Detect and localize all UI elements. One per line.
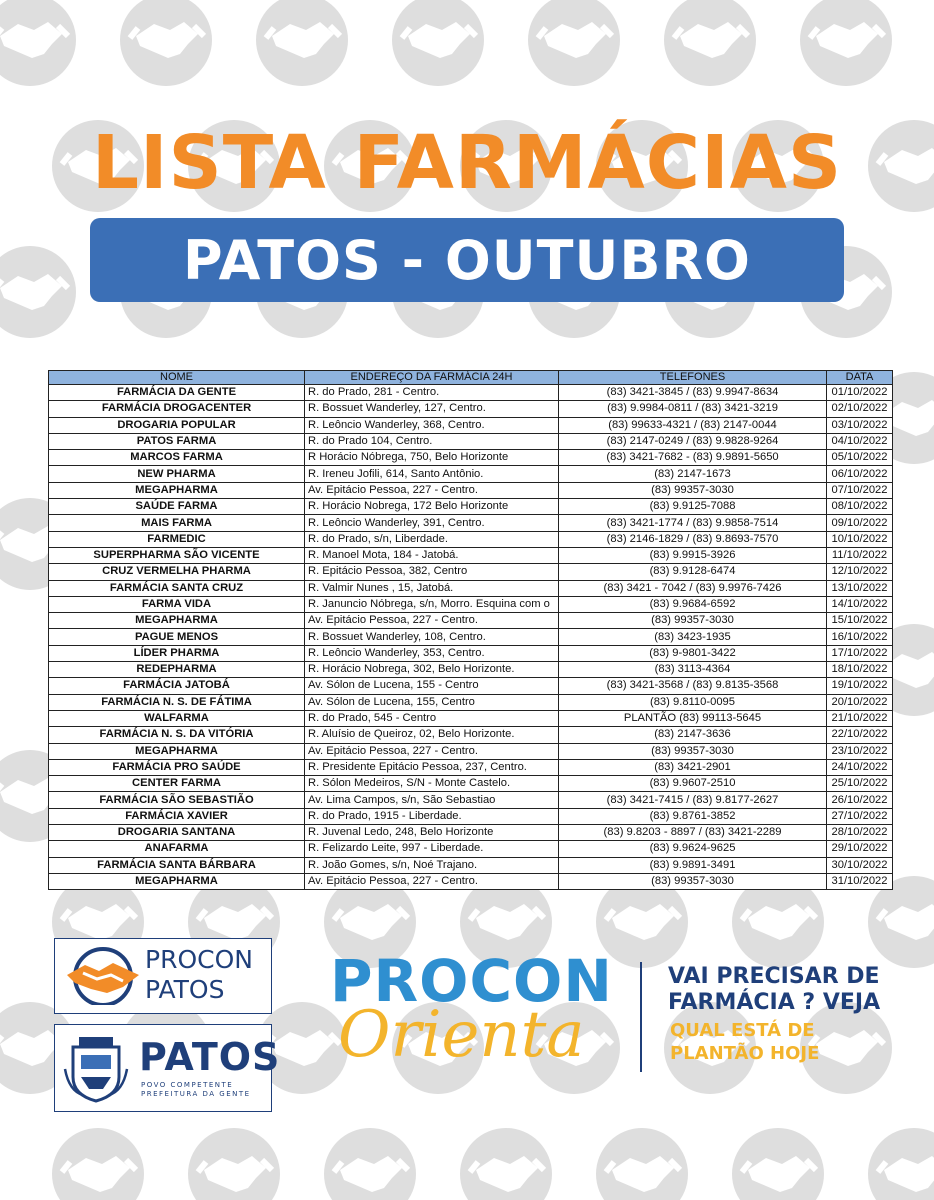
cell-data: 21/10/2022 [827,710,893,726]
table-row [49,873,893,889]
cell-telefones: (83) 2146-1829 / (83) 9.8693-7570 [559,531,827,547]
table-row [49,841,893,857]
patos-tagline [141,1081,267,1099]
handshake-icon [256,0,348,86]
cell-endereco: Av. Epitácio Pessoa, 227 - Centro. [305,482,559,498]
cell-data: 20/10/2022 [827,694,893,710]
cell-endereco: R Horácio Nóbrega, 750, Belo Horizonte [305,450,559,466]
cell-nome: FARMÁCIA DROGACENTER [49,401,305,417]
cell-endereco: Av. Epitácio Pessoa, 227 - Centro. [305,613,559,629]
cell-telefones: (83) 2147-0249 / (83) 9.9828-9264 [559,433,827,449]
table-row [49,564,893,580]
cell-nome: LÍDER PHARMA [49,645,305,661]
cell-nome: FARMÁCIA SANTA BÁRBARA [49,857,305,873]
cell-data: 24/10/2022 [827,759,893,775]
cell-nome: SUPERPHARMA SÃO VICENTE [49,547,305,563]
table-row [49,613,893,629]
cell-endereco: Av. Lima Campos, s/n, São Sebastiao [305,792,559,808]
cell-data: 10/10/2022 [827,531,893,547]
cell-data: 28/10/2022 [827,825,893,841]
table-row [49,547,893,563]
cell-endereco: R. Aluísio de Queiroz, 02, Belo Horizonte. [305,727,559,743]
cell-telefones: (83) 9.9607-2510 [559,776,827,792]
cell-telefones: (83) 3113-4364 [559,662,827,678]
cell-telefones: (83) 3421-7682 - (83) 9.9891-5650 [559,450,827,466]
cell-endereco: R. do Prado, 281 - Centro. [305,385,559,401]
table-row [49,385,893,401]
cell-endereco: R. Valmir Nunes , 15, Jatobá. [305,580,559,596]
cell-nome: FARMÁCIA JATOBÁ [49,678,305,694]
cell-telefones: (83) 99633-4321 / (83) 2147-0044 [559,417,827,433]
table-row [49,629,893,645]
cell-endereco: Av. Epitácio Pessoa, 227 - Centro. [305,873,559,889]
cell-data: 04/10/2022 [827,433,893,449]
procon-patos-text [145,945,253,1005]
cell-data: 06/10/2022 [827,466,893,482]
table-row [49,433,893,449]
cell-nome: DROGARIA POPULAR [49,417,305,433]
cell-data: 08/10/2022 [827,499,893,515]
cell-telefones: (83) 99357-3030 [559,743,827,759]
cell-telefones: (83) 9.9915-3926 [559,547,827,563]
cell-endereco: R. do Prado, 1915 - Liberdade. [305,808,559,824]
handshake-icon [0,246,76,338]
cell-data: 27/10/2022 [827,808,893,824]
cell-telefones: (83) 9.8203 - 8897 / (83) 3421-2289 [559,825,827,841]
cell-nome: MEGAPHARMA [49,613,305,629]
cell-data: 26/10/2022 [827,792,893,808]
cell-telefones: (83) 3421-3845 / (83) 9.9947-8634 [559,385,827,401]
procon-patos-line1: PROCON [145,945,253,974]
cell-nome: FARMÁCIA DA GENTE [49,385,305,401]
table-row [49,596,893,612]
cell-telefones: (83) 2147-1673 [559,466,827,482]
pharmacy-table [48,370,893,890]
cell-nome: MEGAPHARMA [49,482,305,498]
cell-endereco: R. Horácio Nobrega, 302, Belo Horizonte. [305,662,559,678]
cell-telefones: (83) 9.9128-6474 [559,564,827,580]
handshake-icon [528,0,620,86]
table-row [49,401,893,417]
cell-nome: FARMEDIC [49,531,305,547]
cell-nome: CENTER FARMA [49,776,305,792]
table-row [49,531,893,547]
cell-nome: MARCOS FARMA [49,450,305,466]
cell-data: 02/10/2022 [827,401,893,417]
table-row [49,482,893,498]
cell-endereco: R. Juvenal Ledo, 248, Belo Horizonte [305,825,559,841]
header-nome: NOME [49,371,305,385]
cell-nome: FARMA VIDA [49,596,305,612]
cell-nome: FARMÁCIA XAVIER [49,808,305,824]
table-row [49,710,893,726]
page-title: LISTA FARMÁCIAS [91,120,843,206]
cell-data: 29/10/2022 [827,841,893,857]
table-header-row [49,371,893,385]
cell-data: 25/10/2022 [827,776,893,792]
cell-endereco: Av. Sólon de Lucena, 155, Centro [305,694,559,710]
handshake-icon [800,0,892,86]
cell-nome: FARMÁCIA SÃO SEBASTIÃO [49,792,305,808]
patos-tagline-1: POVO COMPETENTE [141,1081,234,1089]
cell-telefones: (83) 9.9624-9625 [559,841,827,857]
cell-endereco: R. Bossuet Wanderley, 127, Centro. [305,401,559,417]
cell-endereco: R. Leôncio Wanderley, 391, Centro. [305,515,559,531]
procon-patos-logo [54,938,272,1014]
cell-telefones: (83) 3421-7415 / (83) 9.8177-2627 [559,792,827,808]
cell-data: 16/10/2022 [827,629,893,645]
handshake-icon [460,1128,552,1200]
cell-telefones: (83) 99357-3030 [559,482,827,498]
cell-endereco: R. Epitácio Pessoa, 382, Centro [305,564,559,580]
cell-endereco: R. Manoel Mota, 184 - Jatobá. [305,547,559,563]
cell-nome: PAGUE MENOS [49,629,305,645]
table-row [49,825,893,841]
procon-orienta-title: PROCON [330,947,613,1015]
table-row [49,776,893,792]
table-row [49,743,893,759]
cell-data: 15/10/2022 [827,613,893,629]
handshake-icon [596,1128,688,1200]
cell-endereco: R. do Prado 104, Centro. [305,433,559,449]
handshake-icon [392,0,484,86]
table-row [49,857,893,873]
table-row [49,727,893,743]
cell-data: 11/10/2022 [827,547,893,563]
cell-endereco: R. Leôncio Wanderley, 368, Centro. [305,417,559,433]
cta-line-2: FARMÁCIA ? VEJA [668,990,881,1015]
table-row [49,417,893,433]
cell-telefones: (83) 9.9984-0811 / (83) 3421-3219 [559,401,827,417]
pharmacy-table-container [48,370,892,890]
handshake-icon [120,0,212,86]
table-row [49,662,893,678]
cell-data: 09/10/2022 [827,515,893,531]
cell-nome: WALFARMA [49,710,305,726]
cell-telefones: (83) 9.9684-6592 [559,596,827,612]
cell-telefones: PLANTÃO (83) 99113-5645 [559,710,827,726]
cell-endereco: R. do Prado, s/n, Liberdade. [305,531,559,547]
table-row [49,694,893,710]
cell-endereco: Av. Epitácio Pessoa, 227 - Centro. [305,743,559,759]
table-row [49,759,893,775]
cta-line-3: QUAL ESTÁ DE [670,1020,815,1041]
cell-endereco: Av. Sólon de Lucena, 155 - Centro [305,678,559,694]
cell-telefones: (83) 99357-3030 [559,873,827,889]
cell-telefones: (83) 9.9125-7088 [559,499,827,515]
city-emblem-icon [63,1033,129,1103]
cell-nome: FARMÁCIA SANTA CRUZ [49,580,305,596]
table-row [49,808,893,824]
table-row [49,515,893,531]
cell-endereco: R. Horácio Nobrega, 172 Belo Horizonte [305,499,559,515]
table-row [49,645,893,661]
cell-telefones: (83) 3423-1935 [559,629,827,645]
table-row [49,450,893,466]
cell-endereco: R. Januncio Nóbrega, s/n, Morro. Esquina com o [305,596,559,612]
handshake-icon [324,1128,416,1200]
cell-data: 19/10/2022 [827,678,893,694]
cell-data: 12/10/2022 [827,564,893,580]
handshake-icon [0,0,76,86]
cell-endereco: R. Sólon Medeiros, S/N - Monte Castelo. [305,776,559,792]
cell-nome: CRUZ VERMELHA PHARMA [49,564,305,580]
patos-tagline-2: PREFEITURA DA GENTE [141,1090,251,1098]
cell-endereco: R. João Gomes, s/n, Noé Trajano. [305,857,559,873]
cell-telefones: (83) 2147-3636 [559,727,827,743]
table-row [49,499,893,515]
cell-data: 31/10/2022 [827,873,893,889]
header-endereco: ENDEREÇO DA FARMÁCIA 24H [305,371,559,385]
patos-wordmark: PATOS [139,1035,281,1079]
cell-telefones: (83) 3421-2901 [559,759,827,775]
handshake-icon [732,1128,824,1200]
cell-telefones: (83) 99357-3030 [559,613,827,629]
handshake-icon [664,0,756,86]
cell-telefones: (83) 9-9801-3422 [559,645,827,661]
cell-endereco: R. do Prado, 545 - Centro [305,710,559,726]
cell-nome: ANAFARMA [49,841,305,857]
cta-line-4: PLANTÃO HOJE [670,1043,820,1064]
handshake-icon [188,1128,280,1200]
cell-nome: MEGAPHARMA [49,743,305,759]
table-row [49,580,893,596]
cell-nome: NEW PHARMA [49,466,305,482]
cell-endereco: R. Presidente Epitácio Pessoa, 237, Centro. [305,759,559,775]
cell-telefones: (83) 9.8110-0095 [559,694,827,710]
cell-nome: FARMÁCIA PRO SAÚDE [49,759,305,775]
cell-data: 17/10/2022 [827,645,893,661]
cell-data: 14/10/2022 [827,596,893,612]
vertical-divider [640,962,642,1072]
cell-endereco: R. Ireneu Jofili, 614, Santo Antônio. [305,466,559,482]
cell-nome: REDEPHARMA [49,662,305,678]
cell-nome: DROGARIA SANTANA [49,825,305,841]
cell-telefones: (83) 3421 - 7042 / (83) 9.9976-7426 [559,580,827,596]
header-data: DATA [827,371,893,385]
cell-telefones: (83) 9.8761-3852 [559,808,827,824]
procon-patos-line2: PATOS [145,975,225,1004]
cell-telefones: (83) 3421-1774 / (83) 9.9858-7514 [559,515,827,531]
cell-endereco: R. Leôncio Wanderley, 353, Centro. [305,645,559,661]
handshake-icon [52,1128,144,1200]
cell-nome: SAÚDE FARMA [49,499,305,515]
handshake-icon [868,1128,934,1200]
cell-data: 07/10/2022 [827,482,893,498]
cell-telefones: (83) 9.9891-3491 [559,857,827,873]
cell-data: 23/10/2022 [827,743,893,759]
cell-endereco: R. Bossuet Wanderley, 108, Centro. [305,629,559,645]
table-row [49,678,893,694]
cell-data: 22/10/2022 [827,727,893,743]
table-body [49,385,893,890]
cta-line-1: VAI PRECISAR DE [668,964,880,989]
cell-data: 13/10/2022 [827,580,893,596]
table-row [49,466,893,482]
subtitle-banner [90,218,844,302]
cell-nome: FARMÁCIA N. S. DA VITÓRIA [49,727,305,743]
header-telefones: TELEFONES [559,371,827,385]
handshake-icon [63,945,143,1005]
table-row [49,792,893,808]
procon-orienta-script: Orienta [338,998,585,1072]
patos-prefeitura-logo [54,1024,281,1112]
cell-data: 03/10/2022 [827,417,893,433]
cell-nome: PATOS FARMA [49,433,305,449]
cell-data: 18/10/2022 [827,662,893,678]
cell-nome: MAIS FARMA [49,515,305,531]
subtitle-text: PATOS - OUTUBRO [183,228,751,292]
cell-nome: MEGAPHARMA [49,873,305,889]
cell-data: 30/10/2022 [827,857,893,873]
cell-endereco: R. Felizardo Leite, 997 - Liberdade. [305,841,559,857]
cell-nome: FARMÁCIA N. S. DE FÁTIMA [49,694,305,710]
cell-telefones: (83) 3421-3568 / (83) 9.8135-3568 [559,678,827,694]
cell-data: 05/10/2022 [827,450,893,466]
cell-data: 01/10/2022 [827,385,893,401]
